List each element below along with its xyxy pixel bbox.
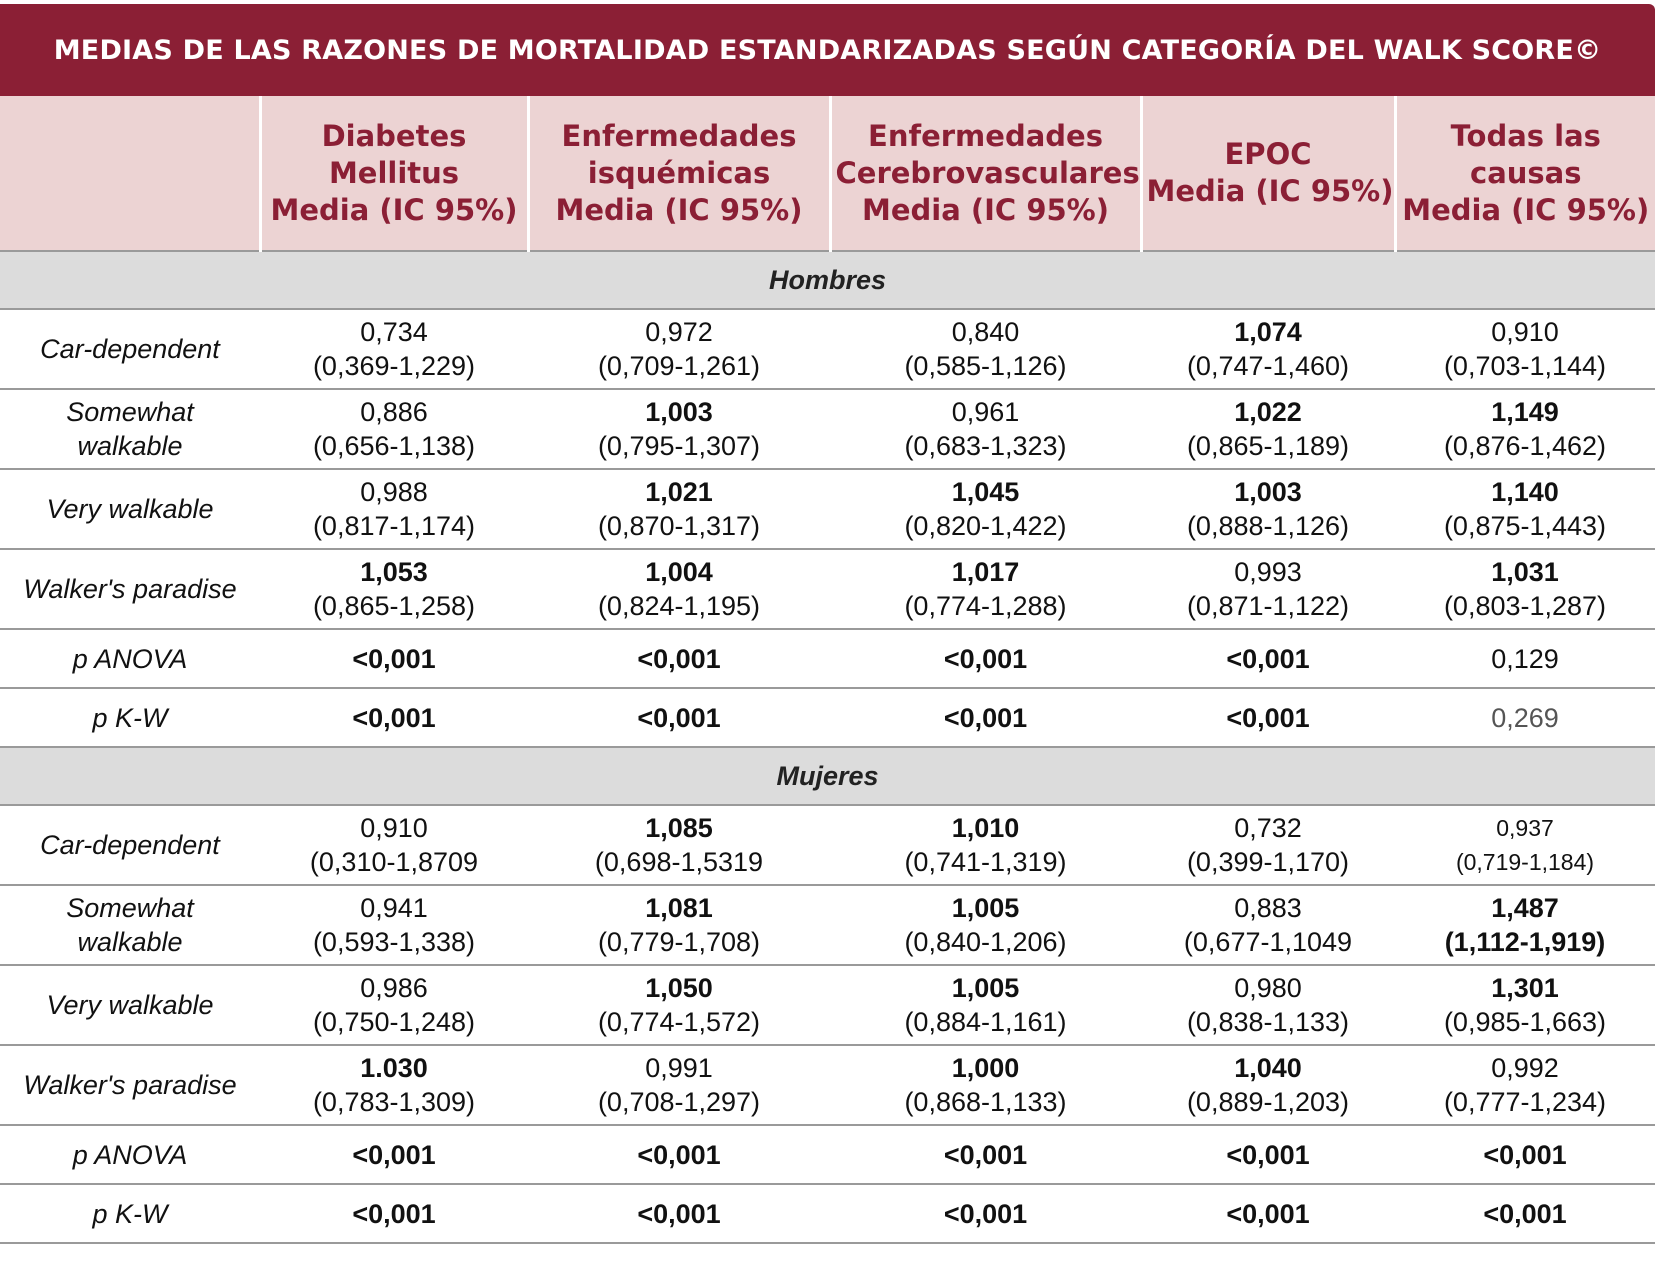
value-cell — [528, 965, 830, 1045]
value-cell — [260, 965, 528, 1045]
mean-value: 1,081 — [645, 893, 713, 923]
confidence-interval: (0,795-1,307) — [597, 431, 761, 461]
column-header-line: Mellitus — [328, 155, 460, 190]
mean-value: 1,149 — [1491, 397, 1559, 427]
value-cell — [1395, 1045, 1655, 1125]
row-label — [0, 885, 260, 965]
value-cell — [260, 389, 528, 469]
table-row — [0, 885, 1655, 965]
value-cell — [1395, 469, 1655, 549]
p-value: <0,001 — [260, 1184, 528, 1243]
column-header-line: Media (IC 95%) — [555, 192, 803, 227]
mean-value: 0,972 — [645, 317, 713, 347]
mean-value: 0,910 — [360, 813, 428, 843]
column-header-line: Todas las — [1450, 118, 1601, 153]
value-cell — [1141, 469, 1395, 549]
confidence-interval: (0,985-1,663) — [1443, 1007, 1607, 1037]
row-label — [0, 1045, 260, 1125]
table-title: MEDIAS DE LAS RAZONES DE MORTALIDAD ESTANDARIZADAS SEGÚN CATEGORÍA DEL WALK SCORE© — [0, 4, 1655, 96]
section-title: Mujeres — [0, 747, 1655, 805]
value-cell — [830, 469, 1141, 549]
column-header-line: Diabetes — [321, 118, 467, 153]
test-label: p ANOVA — [0, 629, 260, 688]
row-label-line: Very walkable — [46, 990, 214, 1020]
value-cell — [830, 805, 1141, 885]
test-row — [0, 1125, 1655, 1184]
mean-value: 1,140 — [1491, 477, 1559, 507]
p-value: <0,001 — [830, 1125, 1141, 1184]
confidence-interval: (0,585-1,126) — [904, 351, 1067, 381]
confidence-interval: (0,698-1,5319 — [594, 847, 764, 877]
column-header-line: Media (IC 95%) — [1146, 174, 1394, 208]
mean-value: 1,301 — [1491, 973, 1559, 1003]
test-label: p ANOVA — [0, 1125, 260, 1184]
confidence-interval: (0,783-1,309) — [312, 1087, 476, 1117]
row-label-line: Walker's paradise — [23, 1070, 237, 1100]
section-row — [0, 251, 1655, 309]
mean-value: 0,840 — [951, 317, 1020, 347]
value-cell — [1395, 805, 1655, 885]
column-header — [260, 96, 528, 251]
section-title: Hombres — [0, 251, 1655, 309]
value-cell — [528, 469, 830, 549]
confidence-interval: (0,774-1,288) — [904, 591, 1067, 621]
row-label-line: Walker's paradise — [23, 574, 237, 604]
mean-value: 1,487 — [1491, 893, 1559, 923]
value-cell — [528, 389, 830, 469]
mean-value: 1,005 — [951, 973, 1020, 1003]
mean-value: 0,988 — [360, 477, 428, 507]
value-cell — [830, 1045, 1141, 1125]
mortality-table — [0, 96, 1655, 1244]
p-value: <0,001 — [1141, 629, 1395, 688]
confidence-interval: (0,399-1,170) — [1186, 847, 1350, 877]
p-value: <0,001 — [260, 688, 528, 747]
mean-value: 1,003 — [1234, 477, 1302, 507]
confidence-interval: (0,865-1,189) — [1186, 431, 1350, 461]
confidence-interval: (0,803-1,287) — [1443, 591, 1607, 621]
confidence-interval: (0,820-1,422) — [904, 511, 1067, 541]
mean-value: 1,085 — [645, 813, 713, 843]
p-value: <0,001 — [528, 1184, 830, 1243]
value-cell — [260, 1045, 528, 1125]
column-header-line: Media (IC 95%) — [862, 192, 1109, 227]
value-cell — [528, 805, 830, 885]
table-figure — [0, 4, 1655, 1244]
confidence-interval: (0,824-1,195) — [597, 591, 761, 621]
value-cell — [1141, 1045, 1395, 1125]
row-label-line: Very walkable — [46, 494, 214, 524]
value-cell — [528, 549, 830, 629]
row-label — [0, 469, 260, 549]
value-cell — [1141, 885, 1395, 965]
value-cell — [260, 309, 528, 389]
p-value: 0,129 — [1395, 629, 1655, 688]
mean-value: 1,000 — [951, 1053, 1020, 1083]
confidence-interval: (0,709-1,261) — [597, 351, 761, 381]
value-cell — [260, 885, 528, 965]
value-cell — [1141, 965, 1395, 1045]
mean-value: 1.030 — [360, 1053, 428, 1083]
confidence-interval: (0,750-1,248) — [312, 1007, 476, 1037]
confidence-interval: (0,888-1,126) — [1186, 511, 1350, 541]
mean-value: 1,022 — [1234, 397, 1302, 427]
row-label-line: walkable — [77, 927, 183, 957]
table-body — [0, 251, 1655, 1243]
header-row — [0, 96, 1655, 251]
value-cell — [1141, 389, 1395, 469]
p-value: <0,001 — [528, 629, 830, 688]
mean-value: 1,010 — [951, 813, 1020, 843]
mean-value: 0,732 — [1234, 813, 1302, 843]
confidence-interval: (0,683-1,323) — [904, 431, 1067, 461]
mean-value: 0,991 — [645, 1053, 713, 1083]
confidence-interval: (1,112-1,919) — [1444, 927, 1606, 957]
column-header-line: Media (IC 95%) — [1402, 192, 1650, 227]
table-row — [0, 469, 1655, 549]
value-cell — [830, 389, 1141, 469]
row-label — [0, 309, 260, 389]
confidence-interval: (0,703-1,144) — [1443, 351, 1607, 381]
p-value: <0,001 — [1395, 1125, 1655, 1184]
confidence-interval: (0,868-1,133) — [904, 1087, 1067, 1117]
column-header-line: Enfermedades — [868, 118, 1103, 153]
column-header-line: Media (IC 95%) — [270, 192, 518, 227]
p-value: 0,269 — [1395, 688, 1655, 747]
section-row — [0, 747, 1655, 805]
mean-value: 0,992 — [1491, 1053, 1559, 1083]
confidence-interval: (0,889-1,203) — [1186, 1087, 1350, 1117]
p-value: <0,001 — [830, 688, 1141, 747]
mean-value: 0,986 — [360, 973, 428, 1003]
p-value: <0,001 — [830, 1184, 1141, 1243]
confidence-interval: (0,747-1,460) — [1186, 351, 1350, 381]
row-label — [0, 965, 260, 1045]
confidence-interval: (0,310-1,8709 — [309, 847, 479, 877]
value-cell — [1141, 549, 1395, 629]
column-header-line: Enfermedades — [561, 118, 797, 153]
value-cell — [830, 309, 1141, 389]
confidence-interval: (0,593-1,338) — [312, 927, 476, 957]
column-header-line: EPOC — [1224, 137, 1312, 171]
test-row — [0, 629, 1655, 688]
column-header — [1141, 96, 1395, 251]
mean-value: 0,886 — [360, 397, 428, 427]
mean-value: 1,045 — [951, 477, 1020, 507]
mean-value: 1,021 — [645, 477, 713, 507]
mean-value: 1,003 — [645, 397, 713, 427]
row-label — [0, 389, 260, 469]
table-row — [0, 309, 1655, 389]
mean-value: 0,883 — [1234, 893, 1302, 923]
table-row — [0, 805, 1655, 885]
column-header — [1395, 96, 1655, 251]
value-cell — [830, 885, 1141, 965]
value-cell — [1395, 549, 1655, 629]
column-header — [528, 96, 830, 251]
column-header-line: causas — [1470, 155, 1582, 190]
row-label-line: Car-dependent — [40, 334, 220, 364]
p-value: <0,001 — [260, 629, 528, 688]
column-header-line: isquémicas — [587, 155, 771, 190]
mean-value: 1,050 — [645, 973, 713, 1003]
row-label — [0, 549, 260, 629]
table-row — [0, 549, 1655, 629]
value-cell — [1395, 309, 1655, 389]
row-label-line: Somewhat — [66, 397, 194, 427]
value-cell — [528, 1045, 830, 1125]
value-cell — [830, 549, 1141, 629]
mean-value: 0,910 — [1491, 317, 1559, 347]
mean-value: 0,941 — [360, 893, 428, 923]
confidence-interval: (0,779-1,708) — [597, 927, 761, 957]
p-value: <0,001 — [528, 1125, 830, 1184]
value-cell — [260, 549, 528, 629]
confidence-interval: (0,656-1,138) — [312, 431, 476, 461]
mean-value: 0,993 — [1234, 557, 1302, 587]
row-label — [0, 805, 260, 885]
confidence-interval: (0,777-1,234) — [1443, 1087, 1607, 1117]
mean-value: 1,031 — [1491, 557, 1559, 587]
mean-value: 1,074 — [1234, 317, 1302, 347]
header-corner — [0, 96, 260, 251]
mean-value: 1,017 — [951, 557, 1020, 587]
p-value: <0,001 — [1395, 1184, 1655, 1243]
row-label-line: Somewhat — [66, 893, 194, 923]
mean-value: 1,004 — [645, 557, 713, 587]
table-row — [0, 965, 1655, 1045]
column-header — [830, 96, 1141, 251]
confidence-interval: (0,774-1,572) — [597, 1007, 761, 1037]
mean-value: 1,005 — [951, 893, 1020, 923]
table-row — [0, 389, 1655, 469]
confidence-interval: (0,719-1,184) — [1455, 849, 1595, 875]
value-cell — [528, 885, 830, 965]
column-header-line: Cerebrovasculares — [835, 155, 1140, 190]
value-cell — [260, 469, 528, 549]
value-cell — [528, 309, 830, 389]
table-row — [0, 1045, 1655, 1125]
test-row — [0, 688, 1655, 747]
confidence-interval: (0,369-1,229) — [312, 351, 476, 381]
mean-value: 0,734 — [360, 317, 428, 347]
confidence-interval: (0,838-1,133) — [1186, 1007, 1350, 1037]
value-cell — [1395, 965, 1655, 1045]
confidence-interval: (0,741-1,319) — [904, 847, 1067, 877]
confidence-interval: (0,865-1,258) — [312, 591, 476, 621]
confidence-interval: (0,708-1,297) — [597, 1087, 761, 1117]
mean-value: 0,980 — [1234, 973, 1302, 1003]
confidence-interval: (0,677-1,1049 — [1183, 927, 1353, 957]
p-value: <0,001 — [1141, 1184, 1395, 1243]
confidence-interval: (0,840-1,206) — [904, 927, 1067, 957]
confidence-interval: (0,870-1,317) — [597, 511, 761, 541]
confidence-interval: (0,875-1,443) — [1443, 511, 1607, 541]
p-value: <0,001 — [528, 688, 830, 747]
value-cell — [1395, 885, 1655, 965]
confidence-interval: (0,884-1,161) — [904, 1007, 1067, 1037]
row-label-line: Car-dependent — [40, 830, 220, 860]
test-label: p K-W — [0, 688, 260, 747]
row-label-line: walkable — [77, 431, 183, 461]
confidence-interval: (0,871-1,122) — [1186, 591, 1350, 621]
p-value: <0,001 — [1141, 688, 1395, 747]
value-cell — [830, 965, 1141, 1045]
test-label: p K-W — [0, 1184, 260, 1243]
p-value: <0,001 — [830, 629, 1141, 688]
value-cell — [260, 805, 528, 885]
mean-value: 1,053 — [360, 557, 428, 587]
value-cell — [1141, 805, 1395, 885]
confidence-interval: (0,876-1,462) — [1443, 431, 1607, 461]
value-cell — [1141, 309, 1395, 389]
value-cell — [1395, 389, 1655, 469]
p-value: <0,001 — [1141, 1125, 1395, 1184]
mean-value: 0,961 — [951, 397, 1020, 427]
mean-value: 0,937 — [1496, 815, 1554, 841]
p-value: <0,001 — [260, 1125, 528, 1184]
confidence-interval: (0,817-1,174) — [312, 511, 476, 541]
mean-value: 1,040 — [1234, 1053, 1302, 1083]
test-row — [0, 1184, 1655, 1243]
